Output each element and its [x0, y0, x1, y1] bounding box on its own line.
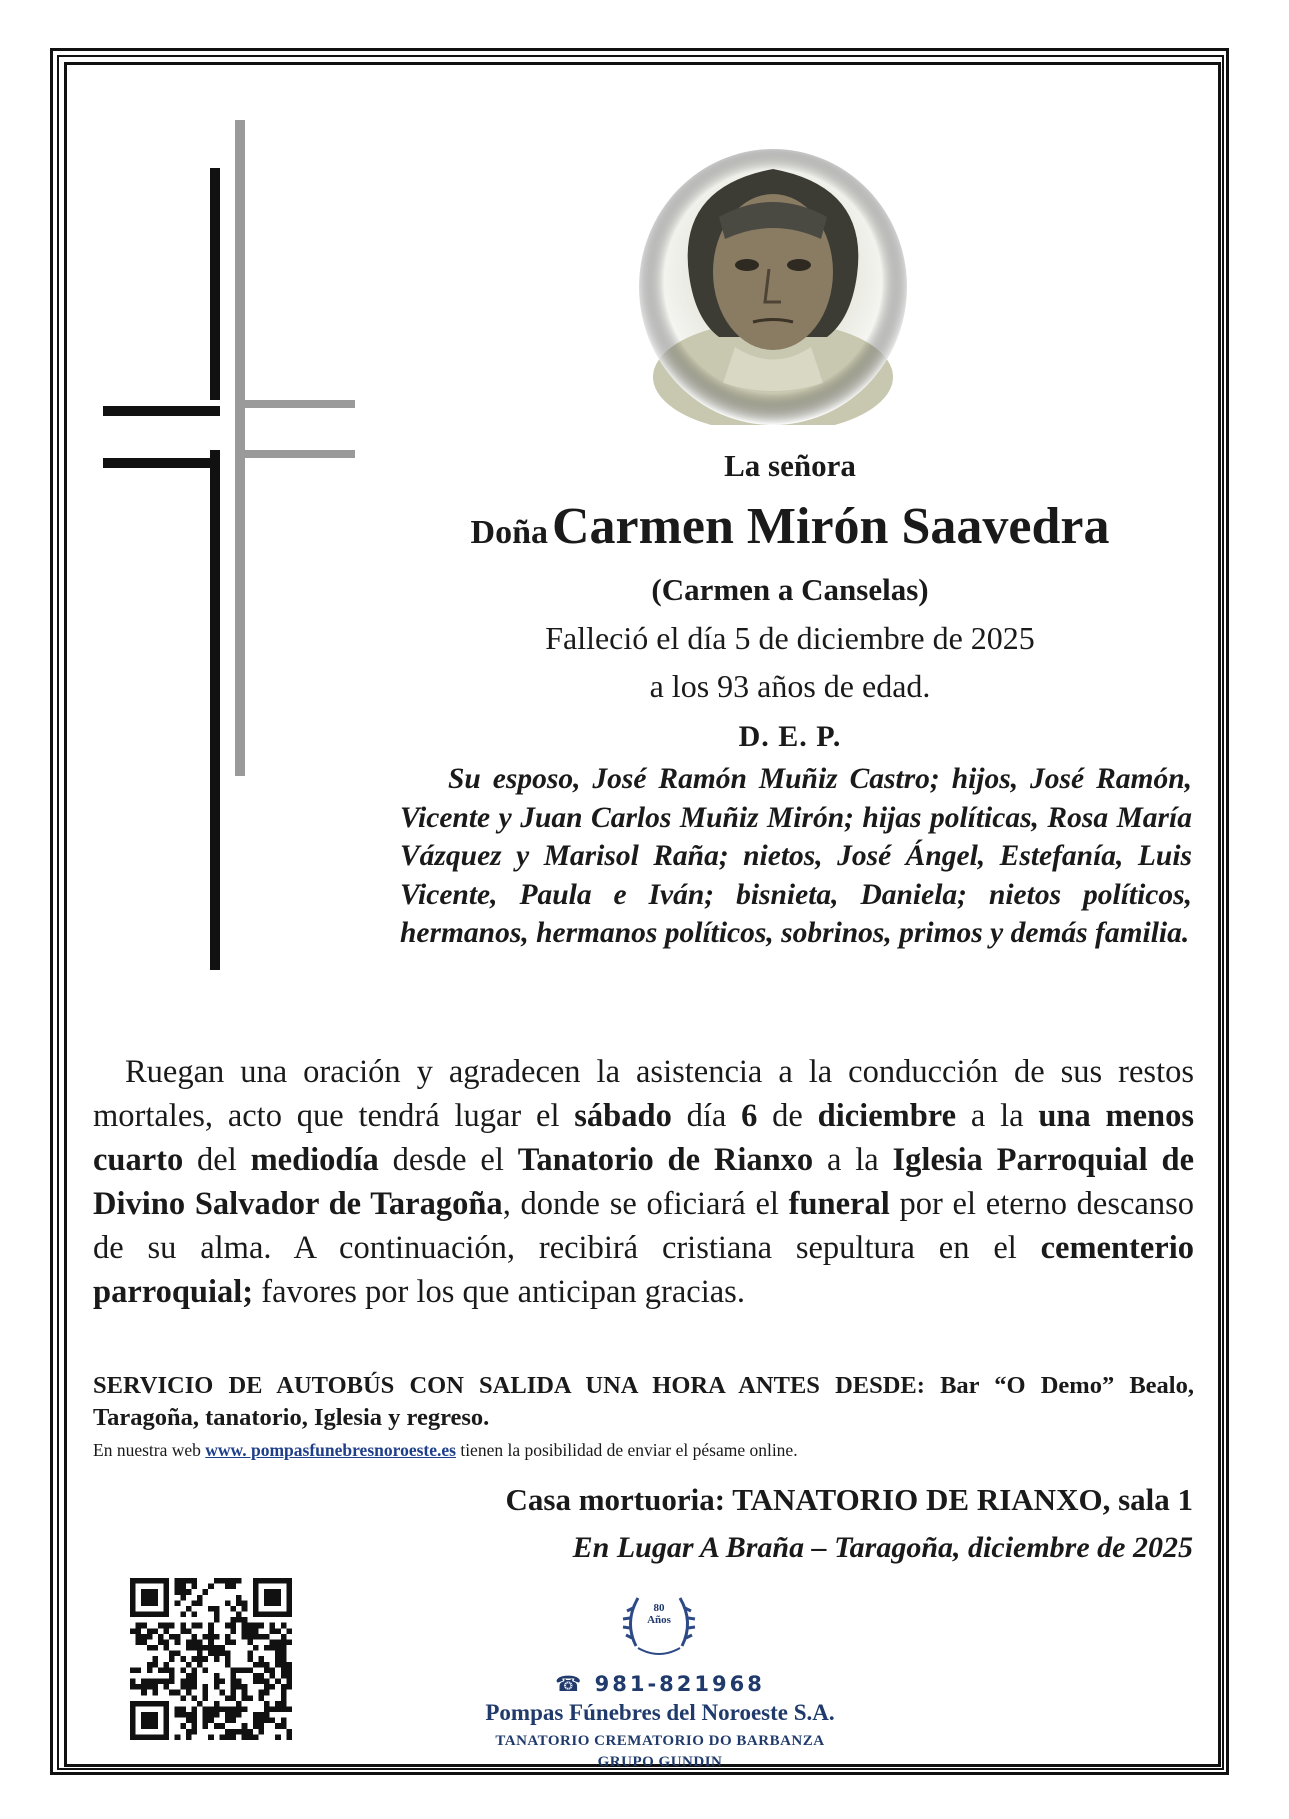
- web-prefix: En nuestra web: [93, 1440, 206, 1460]
- phone-icon: ☎: [555, 1672, 585, 1696]
- text-segment: del: [183, 1142, 251, 1178]
- portrait-photo: [637, 147, 909, 425]
- casa-mortuoria: Casa mortuoria: TANATORIO DE RIANXO, sala 1: [505, 1482, 1193, 1517]
- deceased-name: [380, 497, 1200, 556]
- bold-segment: una menos cuarto: [93, 1098, 1194, 1178]
- phone-line: [460, 1672, 860, 1696]
- place-date: En Lugar A Braña – Taragoña, diciembre de 2025: [572, 1531, 1193, 1564]
- age: a los 93 años de edad.: [649, 668, 931, 704]
- text-segment: a la: [956, 1098, 1039, 1134]
- bold-segment: sábado: [574, 1098, 672, 1134]
- ceremony-text: [93, 1050, 1194, 1314]
- bold-segment: 6: [741, 1098, 758, 1134]
- text-segment: a la: [813, 1142, 893, 1178]
- bold-segment: Iglesia Parroquial de Divino Salvador de Taragoña: [93, 1142, 1194, 1222]
- bold-segment: cementerio parroquial;: [93, 1230, 1194, 1310]
- bold-segment: Tanatorio de Rianxo: [517, 1142, 814, 1178]
- text-segment: desde el: [378, 1142, 518, 1178]
- web-line: [93, 1440, 1194, 1461]
- seal-number: 80: [653, 1602, 665, 1614]
- bus-service: SERVICIO DE AUTOBÚS CON SALIDA UNA HORA ANTES DESDE: Bar “O Demo” Bealo, Taragoña, tanatorio, Iglesia y regreso.: [93, 1372, 1194, 1431]
- group-name: GRUPO GUNDIN: [597, 1754, 723, 1770]
- phone-number: 981-821968: [594, 1672, 765, 1696]
- cross-icon: [100, 120, 360, 970]
- text-segment: Ruegan una oración y agradecen la asistencia a la conducción de sus restos mortales, acto que tendrá lugar el: [93, 1054, 1194, 1134]
- bold-segment: diciembre: [817, 1098, 957, 1134]
- web-suffix: tienen la posibilidad de enviar el pésame online.: [455, 1440, 798, 1460]
- text-segment: día: [671, 1098, 742, 1134]
- alias: (Carmen a Canselas): [651, 572, 929, 607]
- website-link[interactable]: www. pompasfunebresnoroeste.es: [205, 1440, 456, 1460]
- text-segment: de: [757, 1098, 818, 1134]
- honorific: Doña: [470, 514, 548, 551]
- bold-segment: funeral: [788, 1186, 890, 1222]
- text-segment: favores por los que anticipan gracias.: [253, 1274, 745, 1310]
- full-name: Carmen Mirón Saavedra: [551, 498, 1110, 555]
- title-prefix: La señora: [724, 448, 856, 483]
- death-date: Falleció el día 5 de diciembre de 2025: [545, 620, 1035, 656]
- qr-code[interactable]: [130, 1578, 292, 1740]
- seal-word: Años: [647, 1614, 671, 1626]
- text-segment: por el eterno descanso de su alma. A continuación, recibirá cristiana sepultura en el: [93, 1186, 1194, 1266]
- company-name: Pompas Fúnebres del Noroeste S.A.: [485, 1700, 835, 1725]
- family-list: Su esposo, José Ramón Muñiz Castro; hijos, José Ramón, Vicente y Juan Carlos Muñiz Mirón; hijas políticas, Rosa María Vázquez y Marisol Raña; nietos, José Ángel, Estefanía, Luis Vicente, Paula e Iván; bisnieta, Daniela; nietos políticos, hermanos, hermanos políticos, sobrinos, primos y demás familia.: [400, 763, 1192, 949]
- text-segment: , donde se oficiará el: [502, 1186, 789, 1222]
- tanatorio-name: TANATORIO CREMATORIO DO BARBANZA: [495, 1733, 825, 1749]
- bold-segment: mediodía: [250, 1142, 379, 1178]
- seal-text: [620, 1602, 698, 1626]
- dep: D. E. P.: [738, 720, 842, 753]
